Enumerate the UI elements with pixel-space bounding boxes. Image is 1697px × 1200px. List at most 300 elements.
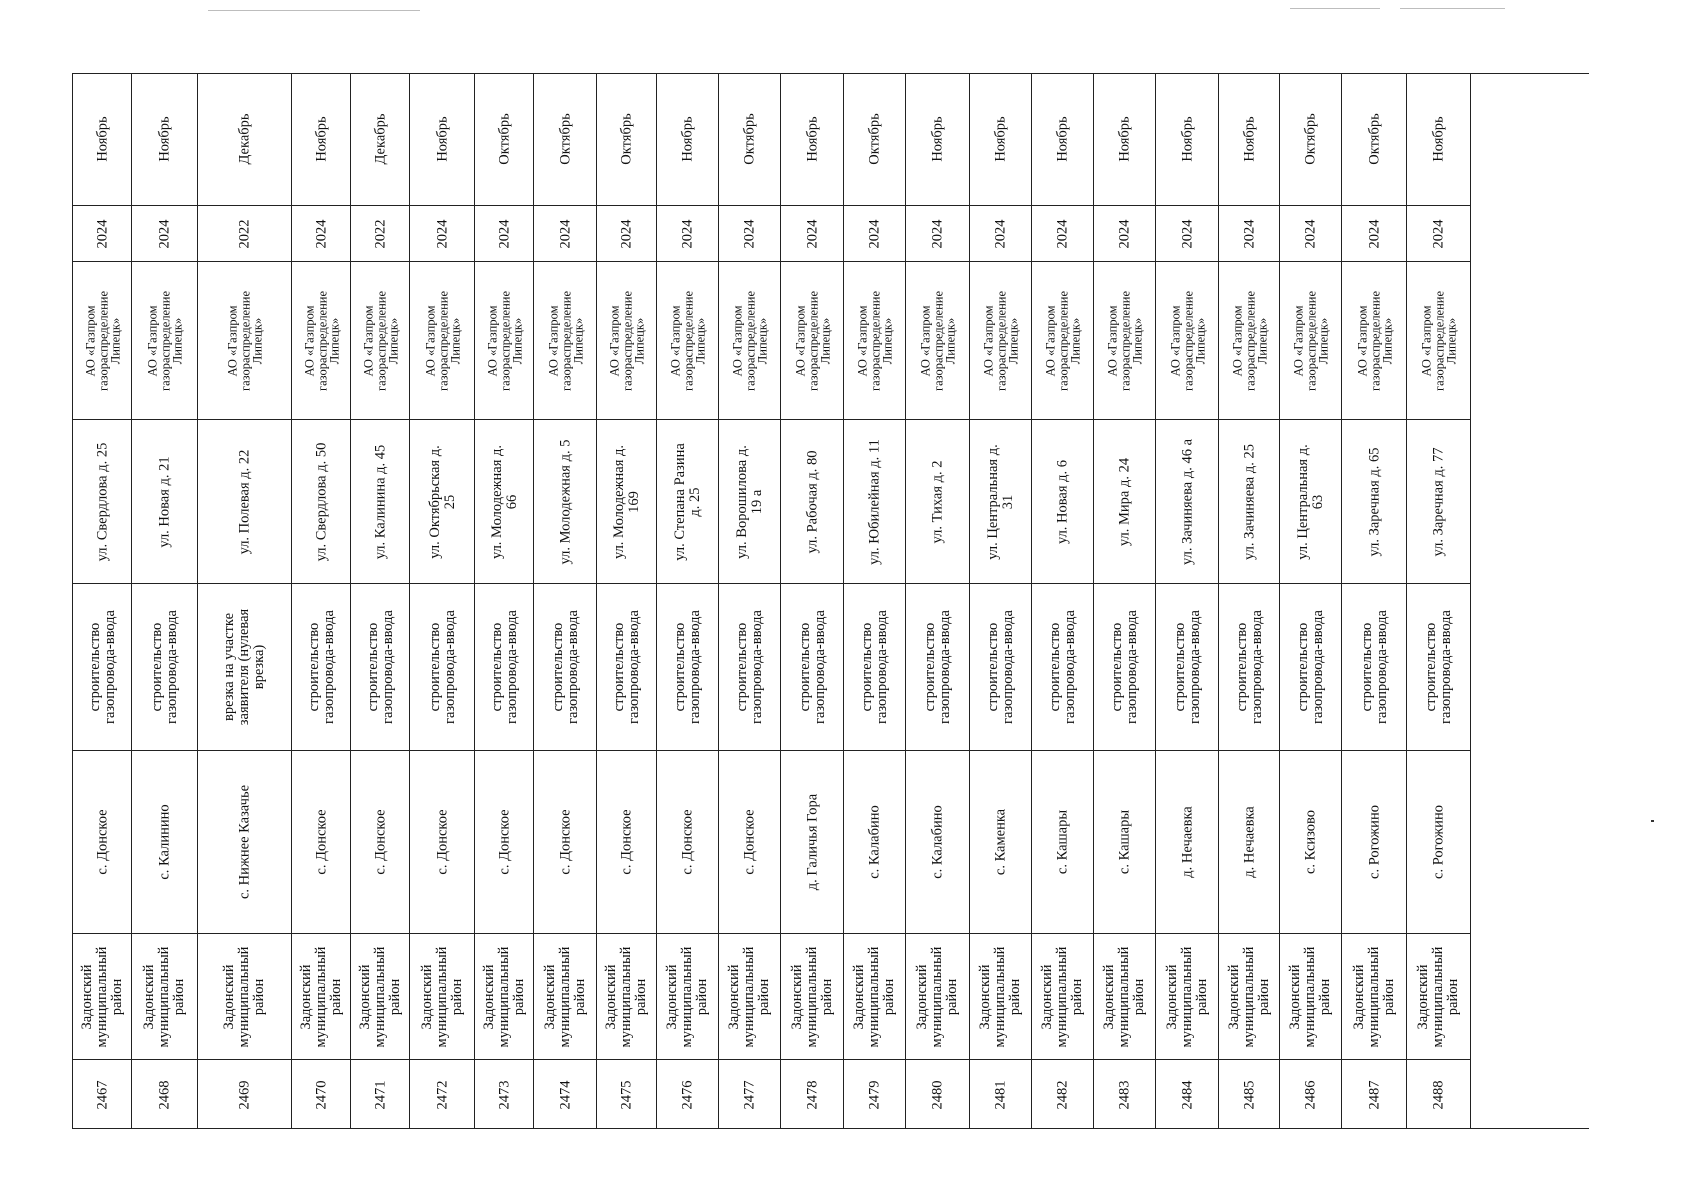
year-text: 2024 xyxy=(1302,219,1319,248)
org-line: АО «Газпром xyxy=(225,304,240,377)
street-text xyxy=(237,449,252,554)
district-line: район xyxy=(1256,978,1273,1015)
work-text xyxy=(1423,610,1453,724)
district-line: Задонский xyxy=(297,963,314,1030)
work-text xyxy=(673,610,703,724)
table-row xyxy=(1155,73,1219,1129)
street-line: 31 xyxy=(1000,494,1016,509)
district-text xyxy=(1165,946,1211,1047)
district-line: муниципальный xyxy=(1240,946,1257,1047)
org-line: Липецк» xyxy=(1443,317,1458,364)
cell-org xyxy=(1156,261,1219,419)
org-line: АО «Газпром xyxy=(918,304,933,377)
district-line: район xyxy=(109,978,126,1015)
cell-month xyxy=(1219,73,1280,205)
num-text: 2472 xyxy=(433,1080,450,1109)
cell-num xyxy=(1407,1059,1470,1129)
org-line: АО «Газпром xyxy=(1291,304,1306,377)
cell-district xyxy=(844,933,906,1059)
month-text: Декабрь xyxy=(236,113,253,165)
work-text xyxy=(87,610,117,724)
org-text xyxy=(146,290,184,390)
work-text xyxy=(427,610,457,724)
work-line: врезка на участке xyxy=(221,612,238,722)
work-text xyxy=(1048,610,1078,724)
org-line: АО «Газпром xyxy=(422,304,437,377)
year-text: 2024 xyxy=(803,219,820,248)
street-line: 19 а xyxy=(749,489,765,514)
num-text: 2469 xyxy=(236,1080,253,1109)
cell-district xyxy=(719,933,781,1059)
district-line: район xyxy=(251,978,268,1015)
month-text: Ноябрь xyxy=(156,116,173,162)
cell-org xyxy=(781,261,844,419)
cell-year xyxy=(1032,205,1094,261)
cell-num xyxy=(781,1059,844,1129)
table-row xyxy=(1093,73,1156,1129)
street-line: ул. Юбилейная д. 11 xyxy=(866,438,883,565)
work-line: газопровода-ввода xyxy=(1186,610,1203,724)
org-line: газораспределение xyxy=(1055,290,1070,391)
work-line: газопровода-ввода xyxy=(101,610,118,724)
district-line: район xyxy=(449,978,466,1015)
work-line: газопровода-ввода xyxy=(1437,610,1454,724)
cell-org xyxy=(198,261,292,419)
district-text xyxy=(222,946,268,1047)
work-line: строительство xyxy=(488,622,505,712)
org-line: Липецк» xyxy=(107,317,122,364)
cell-year xyxy=(657,205,719,261)
year-text: 2024 xyxy=(679,219,696,248)
district-line: муниципальный xyxy=(618,946,635,1047)
work-line: газопровода-ввода xyxy=(874,610,890,724)
month-text: Ноябрь xyxy=(992,116,1009,162)
cell-street xyxy=(1407,419,1470,583)
cell-num xyxy=(906,1059,970,1129)
work-line: газопровода-ввода xyxy=(320,610,337,724)
cell-village xyxy=(906,750,970,933)
cell-work xyxy=(1156,583,1219,750)
year-text: 2024 xyxy=(156,219,173,248)
cell-org xyxy=(410,261,475,419)
work-line: газопровода-ввода xyxy=(937,610,953,724)
work-line: строительство xyxy=(1294,622,1311,712)
month-text: Ноябрь xyxy=(1178,116,1195,162)
street-text xyxy=(314,442,329,561)
year-text: 2024 xyxy=(1116,219,1133,248)
org-line: газораспределение xyxy=(1180,290,1195,391)
cell-month xyxy=(1280,73,1342,205)
cell-num xyxy=(1219,1059,1280,1129)
district-line: Задонский xyxy=(418,963,435,1030)
street-line: ул. Октябрьская д. xyxy=(426,444,443,559)
table-row xyxy=(131,73,198,1129)
num-text: 2484 xyxy=(1178,1080,1195,1109)
work-line: газопровода-ввода xyxy=(503,610,520,724)
street-text xyxy=(558,439,573,564)
table-row xyxy=(596,73,657,1129)
street-line: ул. Новая д. 21 xyxy=(156,455,173,548)
work-line: строительство xyxy=(549,622,566,712)
district-line: Задонский xyxy=(78,963,95,1030)
work-text xyxy=(1234,610,1264,724)
org-line: АО «Газпром xyxy=(545,304,560,377)
month-text: Октябрь xyxy=(741,113,758,165)
org-line: Липецк» xyxy=(1192,317,1207,364)
org-line: АО «Газпром xyxy=(668,304,683,377)
district-line: муниципальный xyxy=(156,946,173,1047)
street-text xyxy=(1180,438,1195,564)
org-line: АО «Газпром xyxy=(360,304,375,377)
district-line: Задонский xyxy=(1287,963,1304,1030)
cell-street xyxy=(292,419,351,583)
cell-work xyxy=(1407,583,1470,750)
work-line: строительство xyxy=(610,622,627,712)
work-text xyxy=(150,610,180,724)
num-text: 2487 xyxy=(1365,1080,1382,1109)
work-line: газопровода-ввода xyxy=(379,610,396,724)
district-line: Задонский xyxy=(1039,963,1056,1030)
year-text: 2024 xyxy=(741,219,758,248)
cell-year xyxy=(781,205,844,261)
work-text xyxy=(306,610,336,724)
cell-street xyxy=(1280,419,1342,583)
district-text xyxy=(790,946,836,1047)
cell-month xyxy=(292,73,351,205)
table-row xyxy=(718,73,781,1129)
work-text xyxy=(860,610,890,724)
cell-village xyxy=(1219,750,1280,933)
village-text: с. Рогожино xyxy=(1365,805,1382,879)
village-text: с. Каменка xyxy=(992,808,1009,876)
org-line: газораспределение xyxy=(867,290,882,391)
street-text xyxy=(930,460,945,543)
month-text: Ноябрь xyxy=(433,116,450,162)
month-text: Ноябрь xyxy=(929,116,946,162)
cell-village xyxy=(1280,750,1342,933)
cell-org xyxy=(906,261,970,419)
work-line: строительство xyxy=(364,622,381,712)
village-text: с. Донское xyxy=(93,809,110,875)
street-line: ул. Рабочая д. 80 xyxy=(803,449,820,554)
district-line: Задонский xyxy=(726,963,743,1030)
street-line: ул. Зачиняева д. 25 xyxy=(1240,443,1257,560)
district-line: район xyxy=(633,978,650,1015)
district-line: район xyxy=(387,978,404,1015)
num-text: 2479 xyxy=(866,1080,883,1109)
village-text: с. Донское xyxy=(679,809,696,875)
org-line: газораспределение xyxy=(1303,290,1318,391)
district-line: район xyxy=(756,978,773,1015)
district-line: район xyxy=(881,978,898,1015)
cell-work xyxy=(198,583,292,750)
org-text xyxy=(1044,290,1082,390)
cell-month xyxy=(1094,73,1156,205)
cell-month xyxy=(1032,73,1094,205)
district-line: муниципальный xyxy=(371,946,388,1047)
village-text: с. Калабино xyxy=(929,805,946,879)
street-text xyxy=(1117,457,1132,545)
district-text xyxy=(1288,946,1334,1047)
month-text: Ноябрь xyxy=(312,116,329,162)
year-text: 2022 xyxy=(371,219,388,248)
org-text xyxy=(982,290,1020,390)
table-row xyxy=(905,73,970,1129)
org-line: газораспределение xyxy=(805,290,820,391)
cell-street xyxy=(906,419,970,583)
district-text xyxy=(1352,946,1398,1047)
year-text: 2024 xyxy=(433,219,450,248)
cell-street xyxy=(410,419,475,583)
work-text xyxy=(489,610,519,724)
month-text: Ноябрь xyxy=(1116,116,1133,162)
district-text xyxy=(142,946,188,1047)
cell-district xyxy=(410,933,475,1059)
cell-org xyxy=(534,261,597,419)
num-text: 2477 xyxy=(741,1080,758,1109)
org-line: газораспределение xyxy=(619,290,634,391)
district-line: муниципальный xyxy=(556,946,573,1047)
district-text xyxy=(299,946,345,1047)
cell-year xyxy=(1219,205,1280,261)
work-line: строительство xyxy=(305,622,322,712)
org-line: Липецк» xyxy=(250,317,265,364)
org-line: АО «Газпром xyxy=(1167,304,1182,377)
district-line: Задонский xyxy=(141,963,158,1030)
district-text xyxy=(1040,946,1086,1047)
cell-street xyxy=(597,419,657,583)
street-text xyxy=(1055,459,1070,543)
cell-org xyxy=(657,261,719,419)
org-line: газораспределение xyxy=(497,290,512,391)
org-line: Липецк» xyxy=(1068,317,1083,364)
org-text xyxy=(547,290,585,390)
cell-org xyxy=(597,261,657,419)
work-line: строительство xyxy=(921,622,938,712)
street-line: ул. Молодежная д. xyxy=(488,444,505,559)
district-line: район xyxy=(1069,978,1086,1015)
cell-month xyxy=(719,73,781,205)
cell-month xyxy=(844,73,906,205)
village-text: д. Нечаевка xyxy=(1240,806,1257,878)
work-line: газопровода-ввода xyxy=(1373,610,1390,724)
cell-org xyxy=(1219,261,1280,419)
cell-org xyxy=(351,261,410,419)
street-text xyxy=(373,444,388,559)
cell-num xyxy=(198,1059,292,1129)
cell-work xyxy=(1032,583,1094,750)
cell-month xyxy=(410,73,475,205)
cell-street xyxy=(970,419,1032,583)
org-text xyxy=(919,290,957,390)
cell-year xyxy=(351,205,410,261)
cell-district xyxy=(198,933,292,1059)
org-line: газораспределение xyxy=(1117,290,1132,391)
district-line: район xyxy=(1007,978,1024,1015)
district-line: район xyxy=(1381,978,1398,1015)
month-text: Октябрь xyxy=(1302,113,1319,165)
cell-village xyxy=(597,750,657,933)
street-line: ул. Заречная д. 65 xyxy=(1365,446,1382,557)
district-line: Задонский xyxy=(664,963,681,1030)
month-text: Октябрь xyxy=(1365,113,1382,165)
num-text: 2475 xyxy=(618,1080,635,1109)
work-line: газопровода-ввода xyxy=(164,610,180,724)
year-text: 2024 xyxy=(618,219,635,248)
work-line: газопровода-ввода xyxy=(687,610,703,724)
num-text: 2480 xyxy=(929,1080,946,1109)
table-row xyxy=(72,73,132,1129)
cell-year xyxy=(534,205,597,261)
work-text xyxy=(612,610,642,724)
org-line: АО «Газпром xyxy=(981,304,996,377)
cell-work xyxy=(292,583,351,750)
district-text xyxy=(665,946,711,1047)
table-row xyxy=(291,73,351,1129)
cell-village xyxy=(1094,750,1156,933)
org-line: АО «Газпром xyxy=(855,304,870,377)
scan-artifact-line xyxy=(208,10,420,11)
cell-org xyxy=(719,261,781,419)
cell-district xyxy=(1094,933,1156,1059)
cell-street xyxy=(1032,419,1094,583)
year-text: 2024 xyxy=(556,219,573,248)
org-line: АО «Газпром xyxy=(145,304,160,377)
cell-work xyxy=(132,583,198,750)
cell-district xyxy=(534,933,597,1059)
work-line: строительство xyxy=(426,622,443,712)
cell-village xyxy=(781,750,844,933)
org-line: АО «Газпром xyxy=(1354,304,1369,377)
cell-year xyxy=(132,205,198,261)
cell-year xyxy=(73,205,132,261)
street-line: ул. Молодежная д. xyxy=(610,444,627,559)
org-line: Липецк» xyxy=(632,317,647,364)
street-text xyxy=(986,444,1016,559)
district-line: муниципальный xyxy=(236,946,253,1047)
district-line: район xyxy=(1131,978,1148,1015)
district-text xyxy=(978,946,1024,1047)
org-text xyxy=(669,290,707,390)
org-line: АО «Газпром xyxy=(484,304,499,377)
org-line: газораспределение xyxy=(742,290,757,391)
work-text xyxy=(550,610,580,724)
table-row xyxy=(843,73,906,1129)
street-line: ул. Ворошилова д. xyxy=(733,444,750,559)
scan-artifact-line xyxy=(1400,8,1505,9)
org-text xyxy=(731,290,769,390)
table-row xyxy=(409,73,475,1129)
cell-org xyxy=(1280,261,1342,419)
street-text xyxy=(427,445,457,558)
cell-district xyxy=(73,933,132,1059)
district-text xyxy=(80,946,126,1047)
work-line: строительство xyxy=(671,622,688,712)
cell-district xyxy=(906,933,970,1059)
work-text xyxy=(365,610,395,724)
org-line: АО «Газпром xyxy=(82,304,97,377)
work-line: газопровода-ввода xyxy=(1310,610,1326,724)
table-row xyxy=(350,73,410,1129)
cell-month xyxy=(970,73,1032,205)
month-text: Ноябрь xyxy=(93,116,110,162)
org-line: газораспределение xyxy=(95,290,110,391)
year-text: 2024 xyxy=(1240,219,1257,248)
num-text: 2483 xyxy=(1116,1080,1133,1109)
org-line: Липецк» xyxy=(1254,317,1269,364)
cell-year xyxy=(906,205,970,261)
work-line: строительство xyxy=(1171,622,1188,712)
table-row xyxy=(1031,73,1094,1129)
cell-district xyxy=(292,933,351,1059)
year-text: 2024 xyxy=(312,219,329,248)
month-text: Октябрь xyxy=(556,113,573,165)
work-line: газопровода-ввода xyxy=(564,610,581,724)
cell-month xyxy=(1342,73,1407,205)
street-line: д. 25 xyxy=(687,486,703,517)
org-text xyxy=(1356,290,1394,390)
org-line: газораспределение xyxy=(680,290,695,391)
num-text: 2482 xyxy=(1054,1080,1071,1109)
district-line: район xyxy=(819,978,836,1015)
district-line: Задонский xyxy=(221,963,238,1030)
org-line: АО «Газпром xyxy=(607,304,622,377)
cell-district xyxy=(1407,933,1470,1059)
org-line: газораспределение xyxy=(314,290,329,391)
district-line: район xyxy=(1317,978,1334,1015)
cell-village xyxy=(132,750,198,933)
district-line: Задонский xyxy=(851,963,868,1030)
org-text xyxy=(1106,290,1144,390)
street-text xyxy=(673,443,703,561)
work-text xyxy=(1172,610,1202,724)
cell-village xyxy=(198,750,292,933)
cell-district xyxy=(1342,933,1407,1059)
table-row xyxy=(1279,73,1342,1129)
cell-work xyxy=(1094,583,1156,750)
district-line: район xyxy=(694,978,711,1015)
cell-village xyxy=(73,750,132,933)
street-line: ул. Мира д. 24 xyxy=(1116,457,1133,546)
cell-work xyxy=(73,583,132,750)
district-text xyxy=(482,946,528,1047)
street-line: ул. Калинина д. 45 xyxy=(371,444,388,559)
cell-district xyxy=(781,933,844,1059)
cell-street xyxy=(1094,419,1156,583)
village-text: с. Калабино xyxy=(866,805,883,879)
cell-village xyxy=(844,750,906,933)
cell-village xyxy=(1342,750,1407,933)
district-text xyxy=(1227,946,1273,1047)
district-text xyxy=(727,946,773,1047)
cell-month xyxy=(781,73,844,205)
district-line: Задонский xyxy=(541,963,558,1030)
work-line: газопровода-ввода xyxy=(1124,610,1140,724)
district-line: муниципальный xyxy=(1302,946,1319,1047)
work-line: газопровода-ввода xyxy=(441,610,458,724)
street-line: 66 xyxy=(503,494,520,509)
org-text xyxy=(84,290,122,390)
table-row xyxy=(969,73,1032,1129)
org-line: Липецк» xyxy=(385,317,400,364)
org-line: Липецк» xyxy=(509,317,524,364)
cell-village xyxy=(1032,750,1094,933)
district-text xyxy=(1416,946,1462,1047)
month-text: Ноябрь xyxy=(679,116,696,162)
cell-work xyxy=(970,583,1032,750)
org-line: Липецк» xyxy=(880,317,895,364)
work-line: строительство xyxy=(796,622,813,712)
